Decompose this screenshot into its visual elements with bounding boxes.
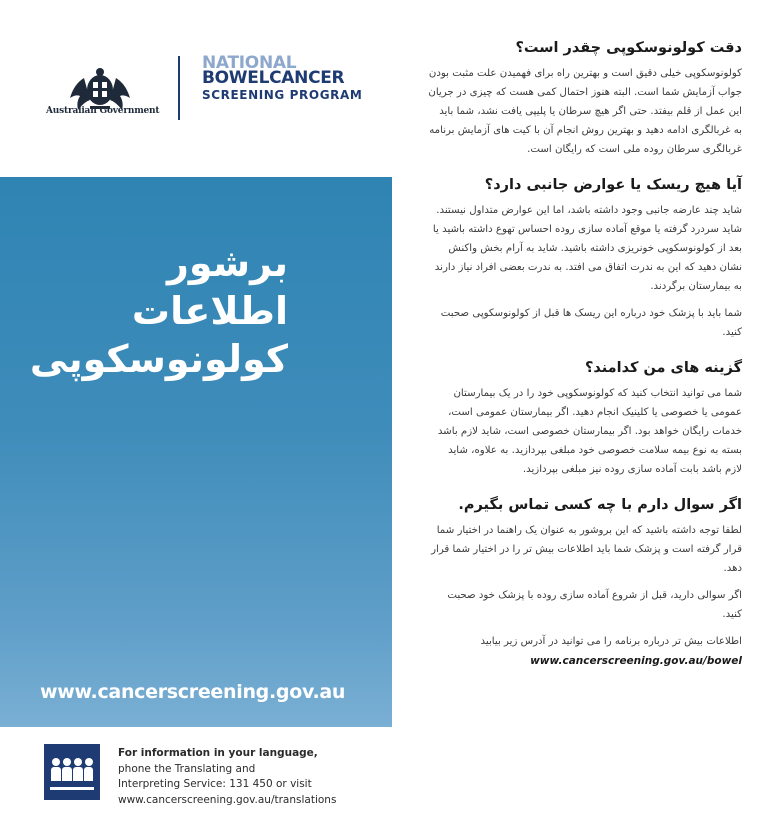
program-line-3: SCREENING PROGRAM [202,88,363,102]
cover-panel [0,177,392,727]
section-heading: اگر سوال دارم با چه کسی تماس بگیرم. [458,497,742,513]
program-line-1: NATIONAL [202,53,297,73]
logo-bar [40,50,370,130]
language-help-line-3: Interpreting Service: 131 450 or visit [118,778,312,790]
person-icon [73,758,83,780]
section-paragraph: کولونوسکوپی خیلی دقیق است و بهترین راه برای فهمیدن علت مثبت بودن جواب آزمایش شما است. البته هنوز احتمال کمی هست که چیزی در جریان این عمل از قلم بیفتد. حتی اگر هیچ سرطان یا پلیپی یافت نشد، شما باید به غربالگری ادامه دهید و بهترین روش انجام آن با کیت های آزمایش برنامه غربالگری سرطان روده ملی است که رایگان است. [428,68,742,155]
section-heading: دقت کولونوسکوپی چقدر است؟ [515,40,742,56]
person-icon [51,758,61,780]
section-paragraph: شاید چند عارضه جانبی وجود داشته باشد، اما این عوارض متداول نیستند. شاید سردرد گرفته یا موقع آماده سازی روده احساس تهوع داشته باشید یا بعد از کولونوسکوپی خونریزی داشته باشید. شاید به آرام بخش واکنش نشان دهید که این به ندرت اتفاق می افتد. به ندرت بعضی افراد نیاز دارند به بیمارستان برگردند. [432,205,742,292]
person-icon [84,758,93,780]
section-contact [428,495,742,667]
title-line-3: کولونوسکوپی [29,337,288,381]
program-line-2: BOWELCANCER [202,68,345,88]
language-help-line-2: phone the Translating and [118,762,256,775]
language-help-line-1: For information in your language, [118,747,318,759]
brochure-title [30,239,288,383]
right-column [428,38,742,683]
title-line-2: اطلاعات [131,289,288,333]
section-paragraph: اگر سوالی دارید، قبل از شروع آماده سازی روده با پزشک خود صحبت کنید. [447,590,742,620]
section-paragraph: اطلاعات بیش تر درباره برنامه را می توانید در آدرس زیر بیابید [480,636,742,647]
section-options [428,358,742,479]
translations-link[interactable]: www.cancerscreening.gov.au/translations [118,793,337,806]
coat-of-arms-icon [40,58,160,128]
interpreter-icon [44,744,100,800]
government-label: Australian Government [46,106,160,116]
person-icon [62,758,72,780]
logo-divider [178,56,180,120]
section-heading: آیا هیچ ریسک یا عوارض جانبی دارد؟ [484,177,742,193]
title-line-1: برشور [167,241,288,285]
section-heading: گزینه های من کدامند؟ [584,360,742,376]
bowel-program-link[interactable]: www.cancerscreening.gov.au/bowel [530,655,742,667]
section-paragraph: شما می توانید انتخاب کنید که کولونوسکوپی خود را در یک بیمارستان عمومی یا خصوصی یا کلینیک انجام دهید. اگر بیمارستان عمومی است، خدمات رایگان خواهد بود. اگر بیمارستان خصوصی است، شاید لازم باشد بسته به نوع بیمه سلامت خصوصی خود مبلغی بپردازید. به علاوه، شاید لازم باشد بابت آماده سازی روده نیز مبلغی بپردازید. [437,388,742,475]
icon-base [50,787,94,790]
section-risks [428,175,742,342]
program-logo [202,53,363,103]
section-paragraph: لطفا توجه داشته باشید که این بروشور به عنوان یک راهنما در اختیار شما قرار گرفته است و پزشک شما باید اطلاعات بیش تر را در اختیار شما قرار دهد. [431,525,742,574]
section-paragraph: شما باید با پزشک خود درباره این ریسک ها قبل از کولونوسکوپی صحبت کنید. [440,308,742,338]
section-accuracy [428,38,742,159]
language-help-text [118,746,336,808]
website-link[interactable]: www.cancerscreening.gov.au [40,681,346,703]
